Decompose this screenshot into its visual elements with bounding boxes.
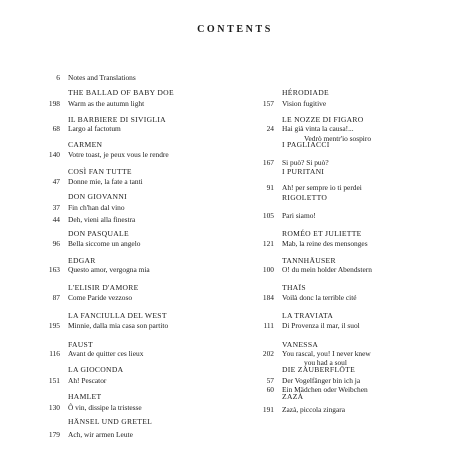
page-number: 140 bbox=[48, 150, 60, 159]
aria-title: Minnie, dalla mia casa son partito bbox=[68, 321, 169, 330]
page-number: 179 bbox=[48, 430, 60, 439]
aria-title: Votre toast, je peux vous le rendre bbox=[68, 150, 169, 159]
opera-title: LA TRAVIATA bbox=[282, 311, 334, 320]
opera-title: DON PASQUALE bbox=[68, 229, 129, 238]
aria-title: Notes and Translations bbox=[68, 73, 136, 82]
page-number: 151 bbox=[48, 376, 60, 385]
opera-title: IL BARBIERE DI SIVIGLIA bbox=[68, 115, 166, 124]
opera-title: THE BALLAD OF BABY DOE bbox=[68, 88, 174, 97]
page-number: 44 bbox=[52, 215, 60, 224]
aria-title: Voilà donc la terrible cité bbox=[282, 293, 357, 302]
aria-title: Ein Mädchen oder Weibchen bbox=[282, 385, 368, 394]
page-number: 6 bbox=[56, 73, 60, 82]
opera-title: DON GIOVANNI bbox=[68, 192, 127, 201]
page-number: 100 bbox=[262, 265, 274, 274]
aria-title: Fin ch'han dal vino bbox=[68, 203, 125, 212]
page-number: 57 bbox=[266, 376, 274, 385]
aria-title: Come Paride vezzoso bbox=[68, 293, 133, 302]
opera-title: COSÌ FAN TUTTE bbox=[68, 167, 132, 176]
page-number: 191 bbox=[262, 405, 274, 414]
page-number: 47 bbox=[52, 177, 60, 186]
opera-title: DIE ZAUBERFLÖTE bbox=[282, 365, 356, 374]
aria-title: You rascal, you! I never knew bbox=[282, 349, 371, 358]
opera-title: EDGAR bbox=[68, 256, 96, 265]
opera-title: TANNHÄUSER bbox=[282, 256, 336, 265]
aria-title: Der Vogelfänger bin ich ja bbox=[282, 376, 361, 385]
opera-title: ROMÉO ET JULIETTE bbox=[282, 229, 362, 238]
aria-title: Mab, la reine des mensonges bbox=[282, 239, 368, 248]
opera-title: HÉRODIADE bbox=[282, 88, 329, 97]
aria-title: you had a soul bbox=[304, 358, 347, 367]
page-number: 105 bbox=[262, 211, 274, 220]
page-number: 37 bbox=[52, 203, 60, 212]
opera-title: FAUST bbox=[68, 340, 93, 349]
page-title: CONTENTS bbox=[197, 24, 273, 35]
aria-title: Questo amor, vergogna mia bbox=[68, 265, 150, 274]
page-number: 195 bbox=[48, 321, 60, 330]
page-number: 24 bbox=[266, 124, 274, 133]
opera-title: L'ELISIR D'AMORE bbox=[68, 283, 139, 292]
aria-title: Di Provenza il mar, il suol bbox=[282, 321, 360, 330]
opera-title: VANESSA bbox=[282, 340, 319, 349]
opera-title: HÄNSEL UND GRETEL bbox=[68, 417, 153, 426]
aria-title: Donne mie, la fate a tanti bbox=[68, 177, 143, 186]
page-number: 198 bbox=[48, 99, 60, 108]
aria-title: Deh, vieni alla finestra bbox=[68, 215, 136, 224]
page-number: 121 bbox=[262, 239, 274, 248]
opera-title: I PURITANI bbox=[282, 167, 325, 176]
opera-title: LA FANCIULLA DEL WEST bbox=[68, 311, 167, 320]
aria-title: Ô vin, dissipe la tristesse bbox=[68, 403, 142, 412]
opera-title: LA GIOCONDA bbox=[68, 365, 124, 374]
page-number: 111 bbox=[263, 321, 274, 330]
aria-title: O! du mein holder Abendstern bbox=[282, 265, 372, 274]
opera-title: RIGOLETTO bbox=[282, 193, 328, 202]
aria-title: Vedrò mentr'io sospiro bbox=[304, 134, 372, 143]
page-number: 87 bbox=[52, 293, 60, 302]
page-number: 157 bbox=[262, 99, 274, 108]
aria-title: Ah! Pescator bbox=[68, 376, 107, 385]
page-number: 96 bbox=[52, 239, 60, 248]
page-number: 163 bbox=[48, 265, 60, 274]
page-number: 60 bbox=[266, 385, 274, 394]
page-number: 91 bbox=[266, 183, 274, 192]
aria-title: Avant de quitter ces lieux bbox=[68, 349, 144, 358]
aria-title: Pari siamo! bbox=[282, 211, 316, 220]
opera-title: I PAGLIACCI bbox=[282, 140, 330, 149]
opera-title: CARMEN bbox=[68, 140, 103, 149]
page-number: 202 bbox=[262, 349, 274, 358]
aria-title: Bella siccome un angelo bbox=[68, 239, 141, 248]
page-number: 130 bbox=[48, 403, 60, 412]
aria-title: Hai già vinta la causa!... bbox=[282, 124, 354, 133]
aria-title: Warm as the autumn light bbox=[68, 99, 145, 108]
aria-title: Largo al factotum bbox=[68, 124, 121, 133]
aria-title: Ah! per sempre io ti perdei bbox=[282, 183, 362, 192]
opera-title: THAÏS bbox=[282, 283, 306, 292]
aria-title: Si può? Si può? bbox=[282, 158, 329, 167]
aria-title: Ach, wir armen Leute bbox=[68, 430, 133, 439]
aria-title: Zazà, piccola zingara bbox=[282, 405, 345, 414]
page-number: 184 bbox=[262, 293, 274, 302]
page-number: 116 bbox=[49, 349, 60, 358]
page-number: 68 bbox=[52, 124, 60, 133]
opera-title: ZAZÀ bbox=[282, 392, 304, 401]
opera-title: HAMLET bbox=[68, 392, 102, 401]
opera-title: LE NOZZE DI FIGARO bbox=[282, 115, 364, 124]
aria-title: Vision fugitive bbox=[282, 99, 327, 108]
page-number: 167 bbox=[262, 158, 274, 167]
